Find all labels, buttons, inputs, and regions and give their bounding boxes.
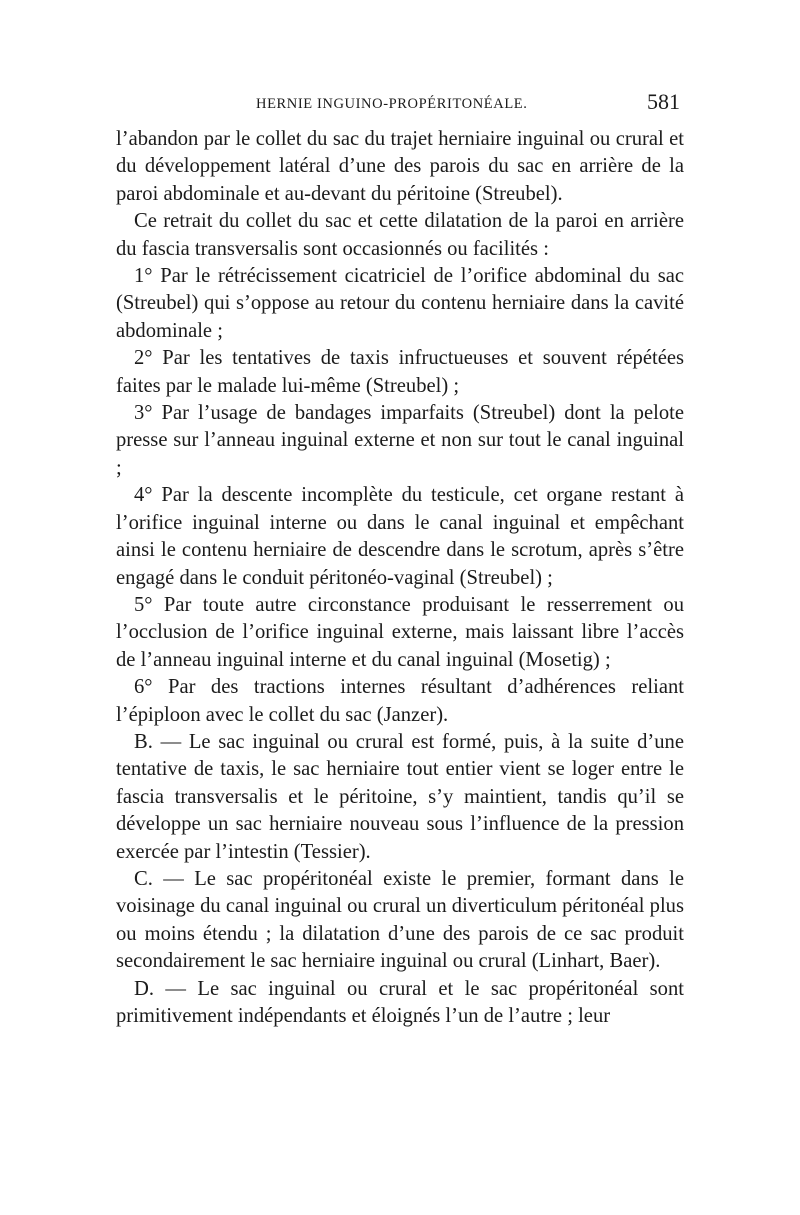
running-title: HERNIE INGUINO-PROPÉRITONÉALE. bbox=[256, 96, 528, 112]
paragraph-item-1: 1° Par le rétrécissement cicatriciel de l’orifice abdominal du sac (Streubel) qui s’oppose au retour du contenu herniaire dans la cavité abdominale ; bbox=[116, 265, 684, 342]
paragraph-section-c: C. — Le sac propéritonéal existe le premier, formant dans le voisinage du canal inguinal ou crural un diverticulum péritonéal plus ou moins étendu ; la dilatation d’une des parois de ce sac produit secondairement le sac herniaire inguinal ou crural (Linhart, Baer). bbox=[116, 867, 684, 973]
paragraph-section-d: D. — Le sac inguinal ou crural et le sac propéritonéal sont primitivement indépendants et éloignés l’un de l’autre ; leur bbox=[116, 977, 684, 1027]
paragraph-item-6: 6° Par des tractions internes résultant d’adhérences reliant l’épiploon avec le collet du sac (Janzer). bbox=[116, 676, 684, 726]
paragraph-retrait: Ce retrait du collet du sac et cette dilatation de la paroi en arrière du fascia transversalis sont occasionnés ou facilités : bbox=[116, 210, 684, 260]
paragraph-continuation: l’abandon par le collet du sac du trajet herniaire inguinal ou crural et du développement latéral d’une des parois du sac en arrière de la paroi abdominale et au-devant du péritoine (Streubel). bbox=[116, 128, 684, 205]
paragraph-item-2: 2° Par les tentatives de taxis infructueuses et souvent répétées faites par le malade lui-même (Streubel) ; bbox=[116, 347, 684, 397]
body-text bbox=[116, 126, 684, 1030]
running-header bbox=[116, 89, 684, 126]
page-number: 581 bbox=[647, 89, 680, 114]
paragraph-section-b: B. — Le sac inguinal ou crural est formé, puis, à la suite d’une tentative de taxis, le sac herniaire tout entier vient se loger entre le fascia transversalis et le péritoine, s’y maintient, tandis qu’il se développe un sac herniaire nouveau sous l’influence de la pression exercée par l’intestin (Tessier). bbox=[116, 730, 684, 863]
book-page bbox=[116, 89, 684, 1030]
paragraph-item-3: 3° Par l’usage de bandages imparfaits (Streubel) dont la pelote presse sur l’anneau inguinal externe et non sur tout le canal inguinal ; bbox=[116, 402, 684, 479]
paragraph-item-5: 5° Par toute autre circonstance produisant le resserrement ou l’occlusion de l’orifice inguinal externe, mais laissant libre l’accès de l’anneau inguinal interne et du canal inguinal (Mosetig) ; bbox=[116, 593, 684, 671]
paragraph-item-4: 4° Par la descente incomplète du testicule, cet organe restant à l’orifice inguinal interne ou dans le canal inguinal et empêchant ainsi le contenu herniaire de descendre dans le scrotum, après s’être engagé dans le conduit péritonéo-vaginal (Streubel) ; bbox=[116, 484, 684, 589]
